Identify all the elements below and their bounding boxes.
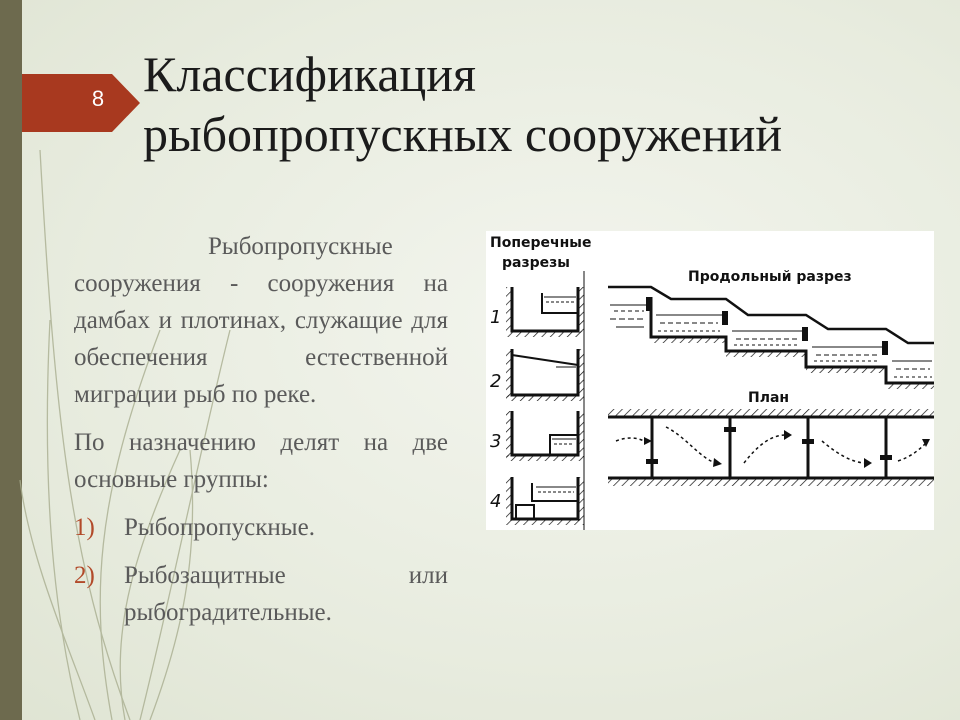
label-plan: План: [748, 390, 790, 406]
list-number: 2): [74, 562, 95, 589]
groups-list: [74, 509, 448, 631]
label-cross-sections-2: разрезы: [502, 255, 570, 271]
longitudinal-section: [608, 287, 934, 389]
fish-pass-drawing: [486, 231, 934, 530]
list-number: 1): [74, 514, 95, 541]
plan-view: [608, 409, 934, 486]
body-text: [74, 228, 448, 631]
cross-section-2: [506, 349, 584, 401]
section-number-4: 4: [490, 491, 502, 512]
section-number-3: 3: [490, 431, 502, 452]
cross-section-4: [506, 477, 584, 525]
cross-section-3: [506, 411, 584, 461]
slide-title: [143, 44, 933, 164]
label-cross-sections-1: Поперечные: [490, 235, 592, 251]
list-item: [74, 509, 448, 546]
groups-intro-paragraph: По назначению делят на две основные группы:: [74, 429, 448, 493]
cross-section-1: [506, 287, 584, 337]
section-number-1: 1: [490, 307, 502, 328]
section-number-2: 2: [490, 371, 502, 392]
title-line-1: Классификация: [143, 46, 477, 102]
fish-pass-diagram: [486, 231, 934, 530]
title-line-2: рыбопропускных сооружений: [143, 106, 783, 162]
list-item-text: Рыбозащитные или рыбоградительные.: [124, 562, 448, 626]
list-item-text: Рыбопропускные.: [124, 514, 315, 541]
page-number: 8: [91, 86, 105, 111]
label-longitudinal-section: Продольный разрез: [688, 269, 852, 285]
list-item: [74, 557, 448, 631]
definition-paragraph: Рыбопропускные сооружения - сооружения на дамбах и плотинах, служащие для обеспечения естественной миграции рыб по реке.: [74, 233, 448, 408]
